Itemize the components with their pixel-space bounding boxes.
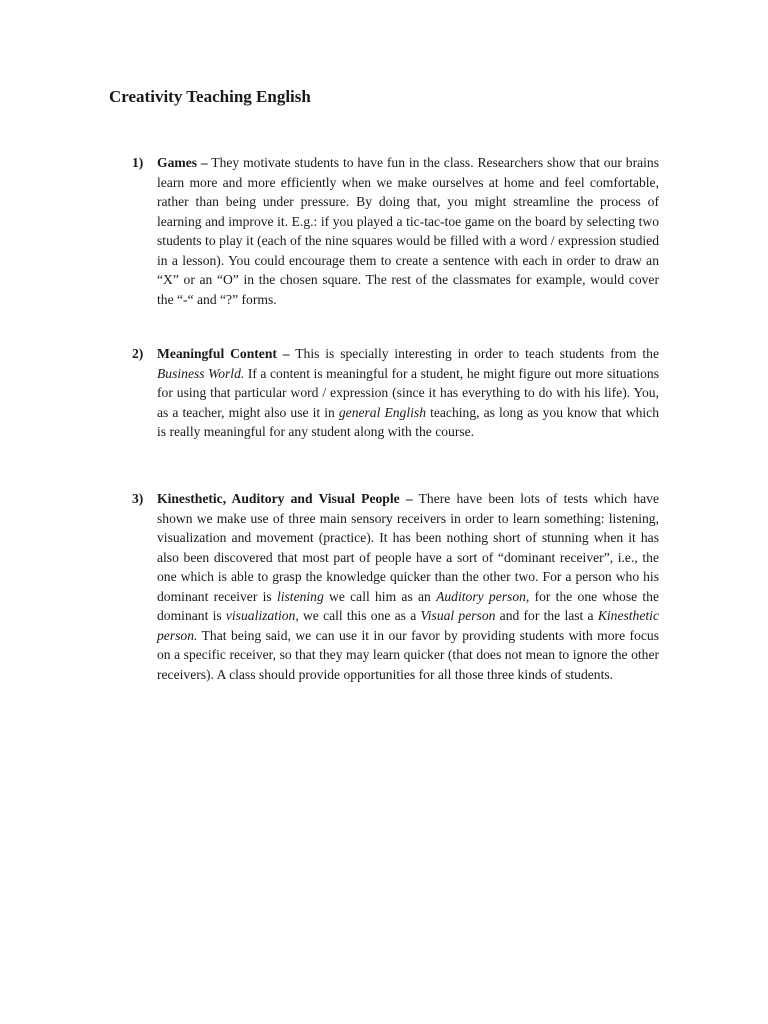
list-item-games <box>132 153 659 309</box>
item-number: 2) <box>132 346 144 361</box>
italic-text: listening <box>276 588 324 604</box>
body-text: we call him as an <box>323 588 437 604</box>
item-number: 1) <box>132 155 144 170</box>
list-item-meaningful-content <box>132 344 659 442</box>
item-text <box>157 491 659 682</box>
list-item-kinesthetic-auditory-visual <box>132 489 659 684</box>
item-body <box>157 344 659 442</box>
body-text: This is specially interesting in order to teach students from the <box>289 346 659 361</box>
italic-text: Visual person <box>420 608 496 623</box>
body-text: There have been lots of tests which have shown we make use of three main sensory receivers in order to learn something: listening, visualization and movement (practice). It has been nothing short of stunning when it has also been discovered that most part of people have a sort of “dominant receiver”, i.e., the one which is able to grasp the knowledge quicker than the other two. For a person who his dominant receiver is <box>157 491 659 604</box>
item-heading: Kinesthetic, Auditory and Visual People – <box>157 491 413 506</box>
body-text: That being said, we can use it in our favor by providing students with more focus on a specific receiver, so that they may learn quicker (that does not mean to ignore the other receivers). A class should provide opportunities for all those three kinds of students. <box>157 627 659 682</box>
item-heading: Games – <box>157 155 208 170</box>
item-body <box>157 153 659 309</box>
body-text: and for the last a <box>495 608 598 623</box>
italic-text: visualization, <box>225 608 299 623</box>
document-title: Creativity Teaching English <box>109 87 311 106</box>
item-heading: Meaningful Content – <box>157 346 290 361</box>
body-text: we call this one as a <box>298 608 421 623</box>
item-text <box>157 155 659 307</box>
body-text: teaching, as long as you know that which is really meaningful for any student along with the course. <box>157 404 660 439</box>
italic-text: Kinesthetic person. <box>157 608 659 643</box>
item-number: 3) <box>132 491 144 506</box>
item-body <box>157 489 659 684</box>
body-text: They motivate students to have fun in the class. Researchers show that our brains learn more and more efficiently when we make ourselves at home and feel comfortable, rather than being under pressure. By doing that, you might streamline the process of learning and improve it. E.g.: if you played a tic-tac-toe game on the board by selecting two students to play it (each of the nine squares would be filled with a word / expression studied in a lesson). You could encourage them to create a sentence with each in order to draw an “X” or an “O” in the chosen square. The rest of the classmates for example, would cover the “-“ and “?” forms. <box>157 155 659 307</box>
body-text: for the one whose the dominant is <box>157 588 660 623</box>
italic-text: Business World. <box>157 365 245 381</box>
italic-text: Auditory person, <box>436 588 530 604</box>
body-text: If a content is meaningful for a student, he might figure out more situations for using that particular word / expression (since it has everything to do with his life). You, as a teacher, might also use it in <box>157 365 659 420</box>
italic-text: general English <box>338 404 426 420</box>
